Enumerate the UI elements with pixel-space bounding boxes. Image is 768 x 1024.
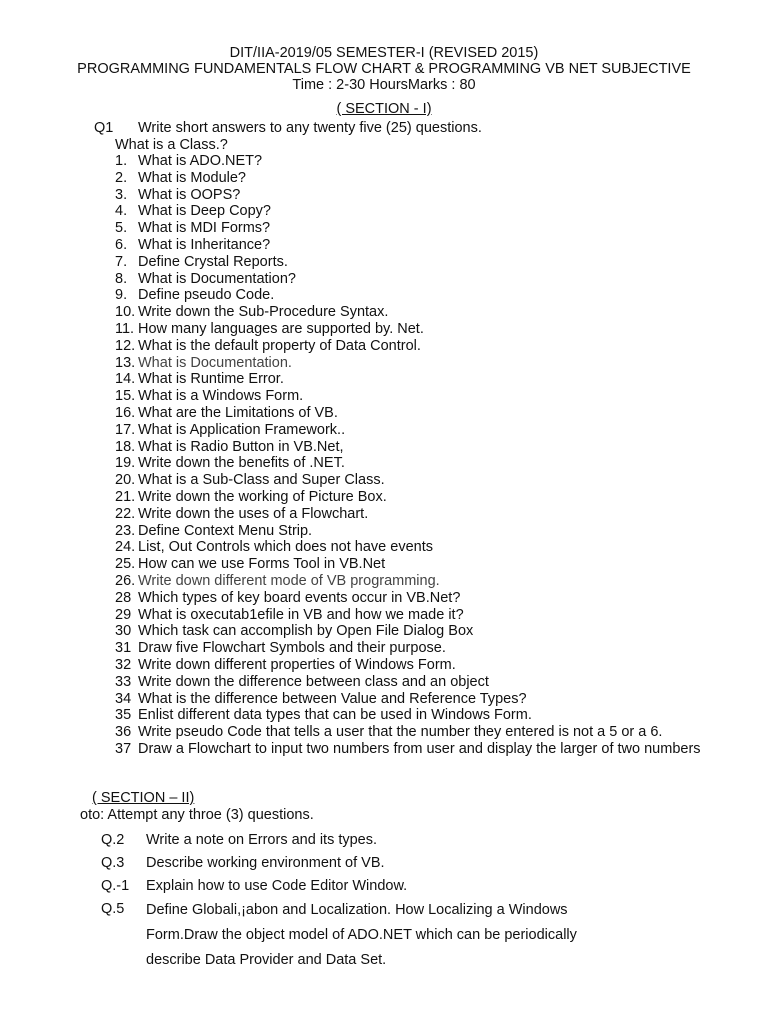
question-number: 28 [115, 589, 132, 606]
question-number: 20. [115, 472, 136, 489]
question-number: 37 [115, 740, 132, 757]
question-text: Write down the Sub-Procedure Syntax. [138, 304, 389, 321]
question-item [0, 489, 768, 506]
question-number: 29 [115, 606, 132, 623]
question-item [0, 220, 768, 237]
question-number: 19. [115, 455, 136, 472]
question-number: 22. [115, 505, 136, 522]
question-item [0, 623, 768, 640]
question-text: Define Globali,¡abon and Localization. How Localizing a Windows Form.Draw the object model of ADO.NET which can be periodically describe Data Provider and Data Set. [146, 902, 577, 968]
question-item [0, 607, 768, 624]
question-text: What are the Limitations of VB. [138, 404, 338, 421]
question-text: What is oxecutab1efile in VB and how we made it? [138, 606, 464, 623]
question-item [0, 187, 768, 204]
section-1-title: ( SECTION - I) [336, 101, 432, 117]
question-item [0, 523, 768, 540]
section-2-question-list [0, 832, 768, 973]
section-1-question-list [0, 153, 768, 774]
question-item [0, 203, 768, 220]
question-text: What is Radio Button in VB.Net, [138, 438, 344, 455]
question-text: Write down the uses of a Flowchart. [138, 505, 369, 522]
question-number: Q.2 [101, 832, 125, 848]
question-item [0, 539, 768, 556]
question-text: Enlist different data types that can be used in Windows Form. [138, 707, 532, 724]
question-item [0, 388, 768, 405]
question-text: Write pseudo Code that tells a user that the number they entered is not a 5 or a 6. [138, 724, 663, 741]
question-text: What is Module? [138, 169, 246, 186]
question-number: 2. [115, 169, 128, 186]
question-text: What is MDI Forms? [138, 220, 271, 237]
question-text: Write down the difference between class and an object [138, 673, 489, 690]
question-text: Write down the working of Picture Box. [138, 488, 387, 505]
question-number: 21. [115, 488, 136, 505]
question-number: 12. [115, 337, 136, 354]
question-item [0, 271, 768, 288]
question-item [0, 573, 768, 590]
question-number: 8. [115, 270, 128, 287]
question-text: Write down different properties of Windows Form. [138, 656, 456, 673]
q1-instruction: Write short answers to any twenty five (25) questions. [138, 120, 482, 136]
question-item [0, 439, 768, 456]
question-number: 10. [115, 304, 136, 321]
question-text: What is Inheritance? [138, 236, 271, 253]
question-text: What is OOPS? [138, 186, 241, 203]
section-2-title: ( SECTION – II) [92, 790, 195, 806]
question-text: Which task can accomplish by Open File Dialog Box [138, 623, 474, 640]
question-item [0, 321, 768, 338]
question-item [0, 170, 768, 187]
question-number: Q.-1 [101, 878, 130, 894]
question-text: What is a Sub-Class and Super Class. [138, 472, 385, 489]
question-number: 26. [115, 572, 136, 589]
question-number: 16. [115, 404, 136, 421]
header-line-3: Time : 2-30 HoursMarks : 80 [292, 77, 476, 93]
question-number: Q.3 [101, 855, 125, 871]
question-item [0, 237, 768, 254]
header-line-2: PROGRAMMING FUNDAMENTALS FLOW CHART & PROGRAMMING VB NET SUBJECTIVE [77, 61, 691, 77]
q1-intro-question: What is a Class.? [115, 137, 228, 153]
question-item [0, 640, 768, 657]
question-item [0, 707, 768, 724]
question-text: What is Documentation? [138, 270, 296, 287]
question-text: Write down different mode of VB programming. [138, 572, 440, 589]
question-text: Write a note on Errors and its types. [146, 832, 378, 848]
question-number: 11. [115, 320, 135, 337]
question-number: 7. [115, 253, 128, 270]
question-item [0, 556, 768, 573]
question-text: Explain how to use Code Editor Window. [146, 878, 408, 894]
question-item [0, 338, 768, 355]
question-number: Q.5 [101, 901, 125, 917]
question-item [0, 304, 768, 321]
section-2-question [0, 832, 768, 855]
question-number: 14. [115, 371, 136, 388]
question-item [0, 472, 768, 489]
question-number: 5. [115, 220, 128, 237]
question-number: 15. [115, 388, 136, 405]
question-number: 17. [115, 421, 136, 438]
question-number: 25. [115, 556, 136, 573]
question-text: Which types of key board events occur in VB.Net? [138, 589, 461, 606]
question-item [0, 405, 768, 422]
question-text: Draw five Flowchart Symbols and their purpose. [138, 640, 446, 657]
question-item [0, 287, 768, 304]
question-number: 35 [115, 707, 132, 724]
question-item [0, 657, 768, 674]
question-item [0, 691, 768, 708]
question-item [0, 254, 768, 271]
question-item [0, 455, 768, 472]
question-text: Draw a Flowchart to input two numbers from user and display the larger of two numbers [138, 740, 701, 757]
question-text: How many languages are supported by. Net. [138, 320, 424, 337]
question-number: 32 [115, 656, 132, 673]
question-item [0, 153, 768, 170]
question-text: Write down the benefits of .NET. [138, 455, 345, 472]
q1-number: Q1 [94, 120, 114, 136]
question-item [0, 674, 768, 691]
question-item [0, 355, 768, 372]
question-number: 9. [115, 287, 128, 304]
question-number: 36 [115, 724, 132, 741]
section-2-question [0, 855, 768, 878]
question-text: What is Application Framework.. [138, 421, 346, 438]
question-item [0, 741, 768, 775]
question-text: What is Deep Copy? [138, 203, 271, 220]
question-item [0, 724, 768, 741]
question-text: Define pseudo Code. [138, 287, 275, 304]
question-number: 6. [115, 236, 128, 253]
question-text: What is the default property of Data Control. [138, 337, 421, 354]
question-number: 18. [115, 438, 136, 455]
question-number: 34 [115, 690, 132, 707]
section-2-note: oto: Attempt any throe (3) questions. [80, 807, 314, 823]
question-text: What is ADO.NET? [138, 153, 263, 169]
question-text: Describe working environment of VB. [146, 855, 385, 871]
question-number: 3. [115, 186, 128, 203]
section-2-question [0, 901, 768, 973]
question-text: Define Crystal Reports. [138, 253, 288, 270]
question-number: 13. [115, 354, 136, 371]
header-line-1: DIT/IIA-2019/05 SEMESTER-I (REVISED 2015) [229, 45, 539, 61]
question-number: 1. [115, 153, 128, 169]
question-item [0, 422, 768, 439]
question-number: 23. [115, 522, 136, 539]
question-number: 31 [115, 640, 132, 657]
question-item [0, 590, 768, 607]
question-text: List, Out Controls which does not have events [138, 539, 433, 556]
question-text: What is a Windows Form. [138, 388, 304, 405]
question-text: What is the difference between Value and Reference Types? [138, 690, 527, 707]
question-text: How can we use Forms Tool in VB.Net [138, 556, 386, 573]
question-number: 33 [115, 673, 132, 690]
question-item [0, 371, 768, 388]
question-text: What is Documentation. [138, 354, 292, 371]
question-number: 4. [115, 203, 128, 220]
question-text: What is Runtime Error. [138, 371, 284, 388]
question-text: Define Context Menu Strip. [138, 522, 313, 539]
question-item [0, 506, 768, 523]
question-number: 24. [115, 539, 136, 556]
question-number: 30 [115, 623, 132, 640]
